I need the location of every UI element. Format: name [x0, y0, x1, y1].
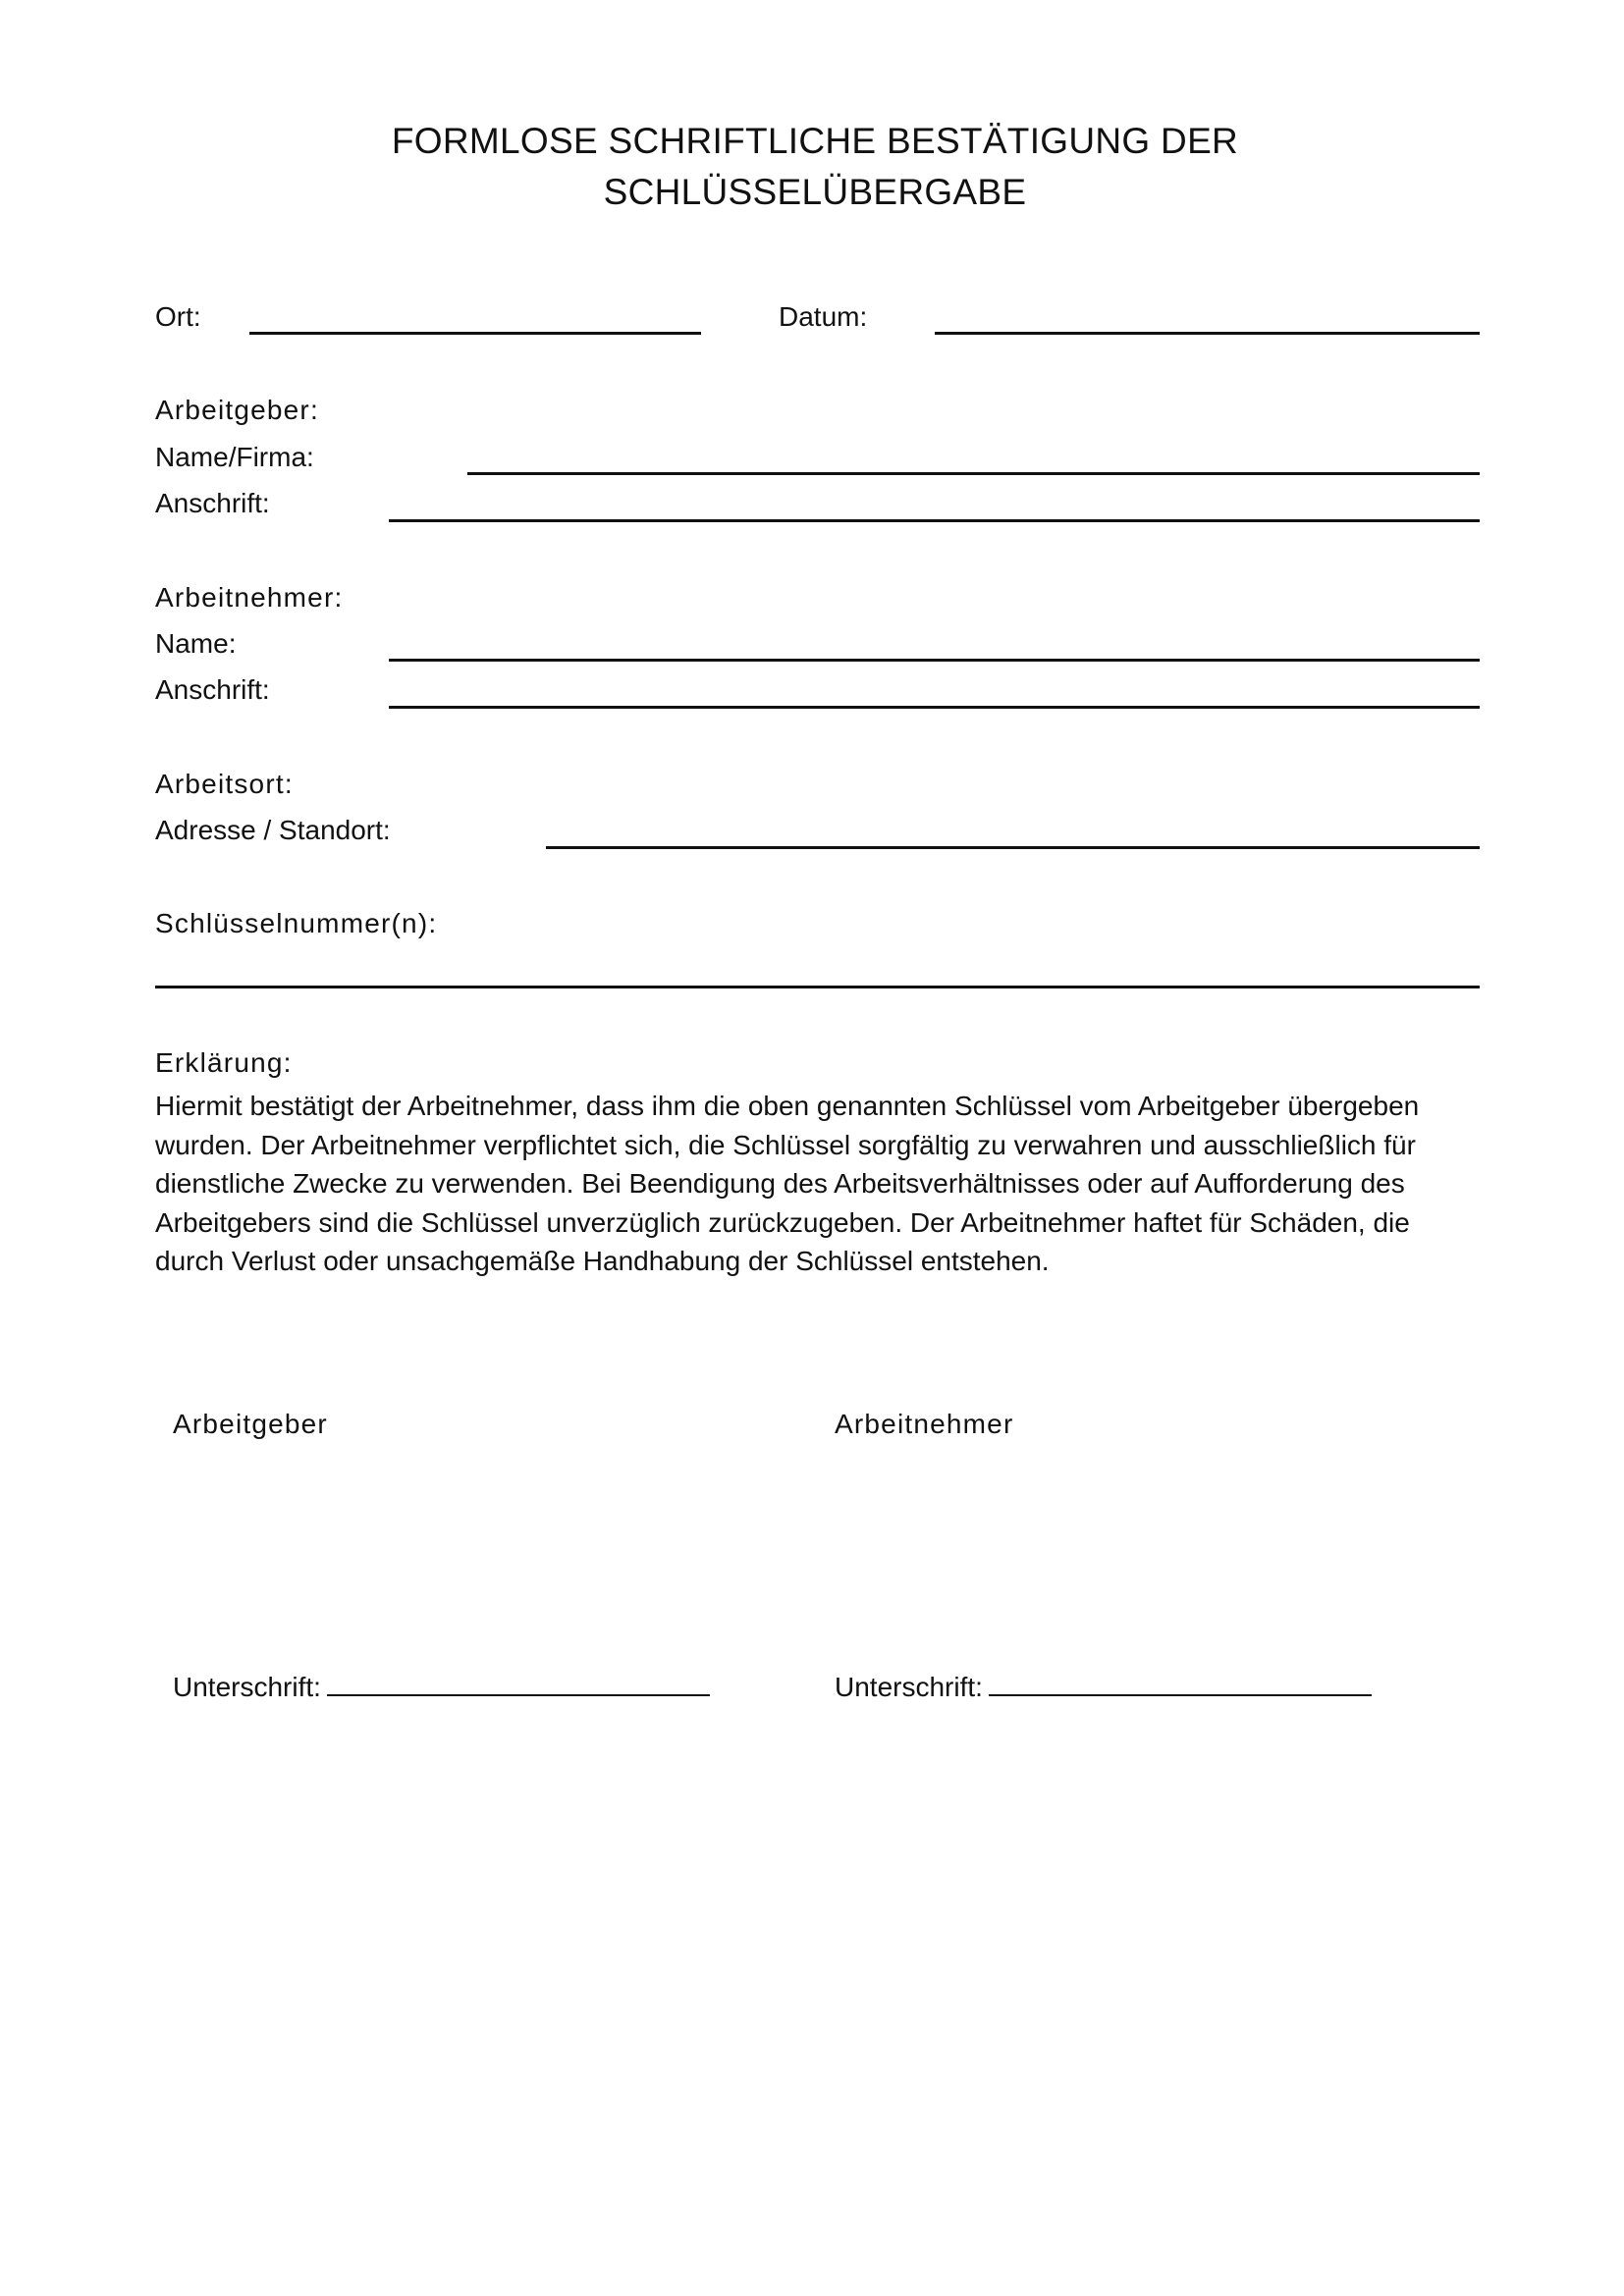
schluesselnummer-label: Schlüsselnummer(n):: [155, 908, 438, 938]
employee-signature-label: Unterschrift:: [835, 1672, 983, 1702]
arbeitgeber-name-field[interactable]: [467, 472, 1480, 475]
ort-field[interactable]: [249, 332, 701, 335]
arbeitgeber-heading: Arbeitgeber:: [155, 395, 319, 425]
employee-signature-field[interactable]: [989, 1671, 1372, 1696]
arbeitgeber-address-label: Anschrift:: [155, 488, 270, 518]
arbeitnehmer-name-field[interactable]: [389, 659, 1480, 662]
employer-signature-row: [173, 1671, 710, 1704]
erklaerung-line: dienstliche Zwecke zu verwenden. Bei Beendigung des Arbeitsverhältnisses oder auf Aufforderung des: [155, 1168, 1405, 1199]
employer-signature-field[interactable]: [327, 1671, 710, 1696]
erklaerung-line: durch Verlust oder unsachgemäße Handhabung der Schlüssel entstehen.: [155, 1246, 1050, 1276]
document-title: [245, 116, 1384, 218]
erklaerung-line: Hiermit bestätigt der Arbeitnehmer, dass ihm die oben genannten Schlüssel vom Arbeitgeber übergeben: [155, 1091, 1420, 1121]
datum-field[interactable]: [935, 332, 1480, 335]
title-line-2: SCHLÜSSELÜBERGABE: [603, 172, 1027, 212]
arbeitnehmer-heading: Arbeitnehmer:: [155, 582, 344, 613]
erklaerung-line: Arbeitgebers sind die Schlüssel unverzüglich zurückzugeben. Der Arbeitnehmer haftet für Schäden, die: [155, 1206, 1410, 1238]
erklaerung-heading: Erklärung:: [155, 1047, 293, 1078]
arbeitsort-heading: Arbeitsort:: [155, 769, 294, 799]
employee-signature-heading: Arbeitnehmer: [835, 1409, 1014, 1439]
erklaerung-text: [155, 1087, 1490, 1281]
arbeitsort-address-field[interactable]: [546, 846, 1480, 849]
arbeitsort-address-label: Adresse / Standort:: [155, 815, 391, 845]
ort-label: Ort:: [155, 301, 201, 332]
employer-signature-label: Unterschrift:: [173, 1672, 321, 1702]
arbeitnehmer-address-label: Anschrift:: [155, 674, 270, 705]
erklaerung-line: wurden. Der Arbeitnehmer verpflichtet sich, die Schlüssel sorgfältig zu verwahren und ausschließlich für: [155, 1129, 1416, 1160]
employee-signature-row: [835, 1671, 1372, 1704]
schluesselnummer-field[interactable]: [155, 986, 1480, 988]
arbeitgeber-address-field[interactable]: [389, 519, 1480, 522]
title-line-1: FORMLOSE SCHRIFTLICHE BESTÄTIGUNG DER: [391, 121, 1239, 161]
datum-label: Datum:: [779, 301, 868, 332]
arbeitnehmer-name-label: Name:: [155, 628, 237, 659]
arbeitnehmer-address-field[interactable]: [389, 706, 1480, 709]
arbeitgeber-name-label: Name/Firma:: [155, 442, 314, 472]
employer-signature-heading: Arbeitgeber: [173, 1409, 328, 1439]
